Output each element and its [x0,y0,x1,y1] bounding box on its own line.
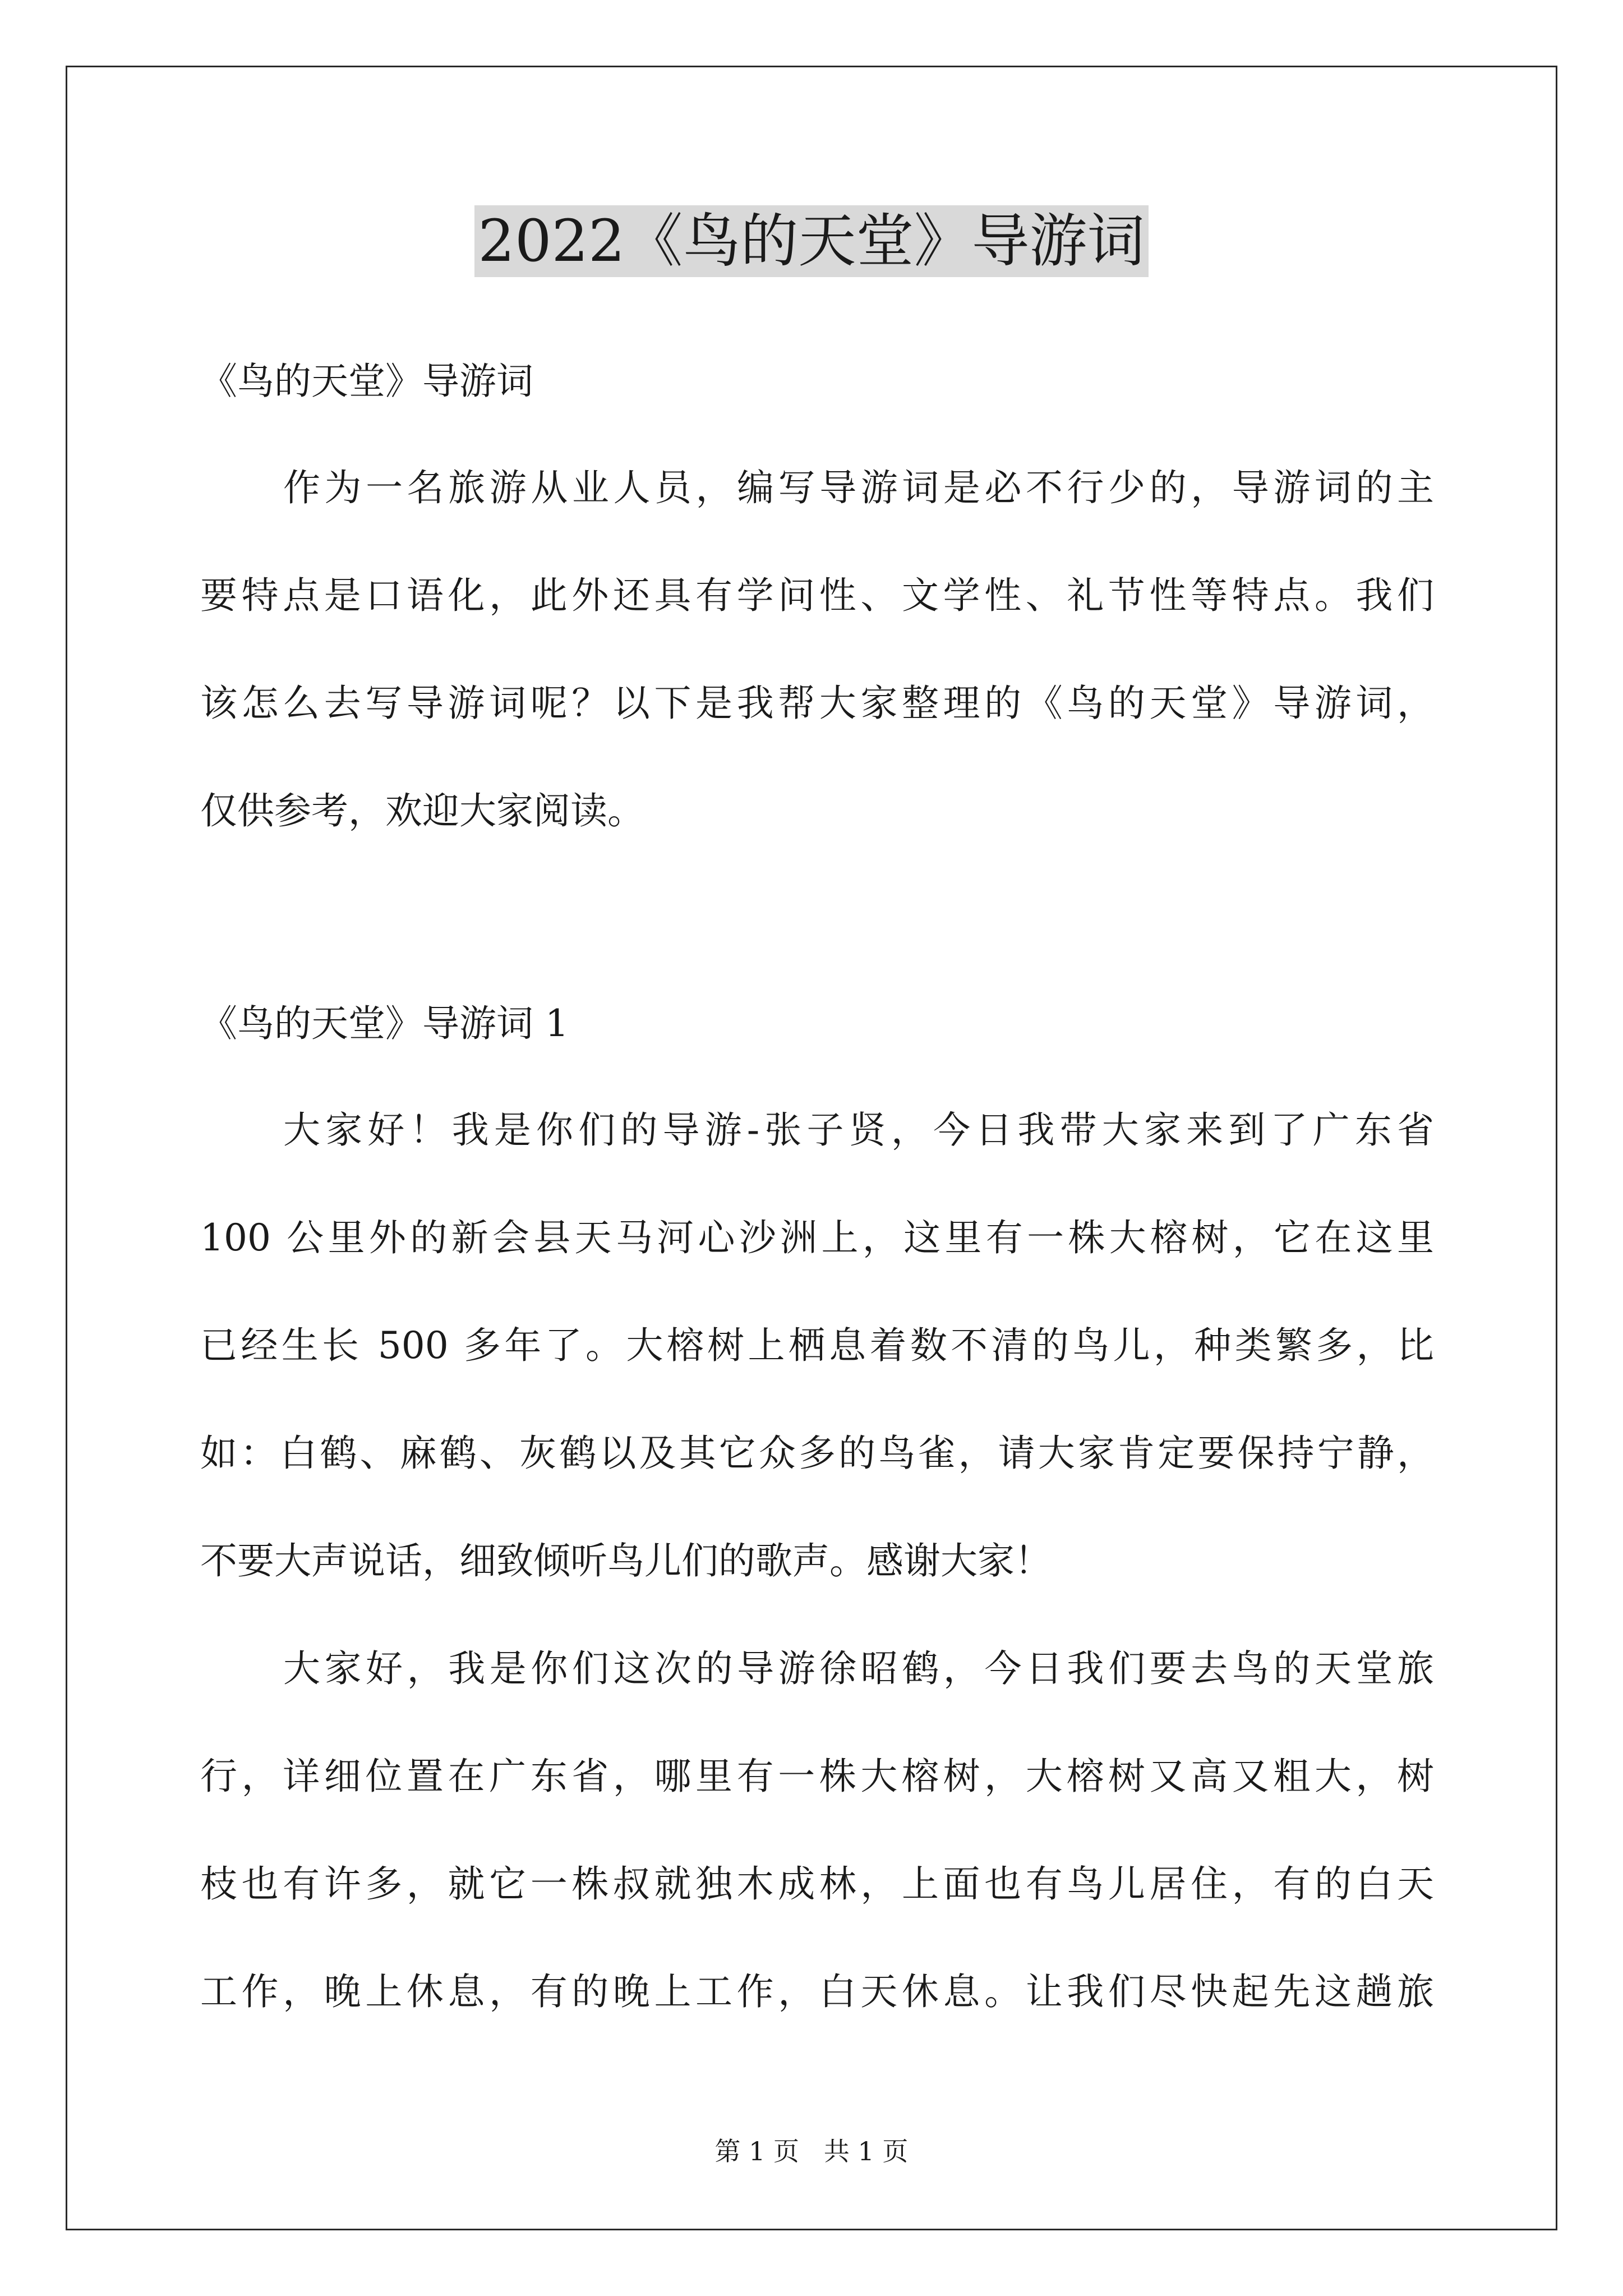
intro-line: 要特点是口语化，此外还具有学问性、文学性、礼节性等特点。我们 [200,574,1434,617]
intro-line: 该怎么去写导游词呢？以下是我帮大家整理的《鸟的天堂》导游词， [200,682,1434,725]
intro-line: 仅供参考，欢迎大家阅读。 [200,789,644,832]
intro-line: 作为一名旅游从业人员，编写导游词是必不行少的，导游词的主 [283,466,1434,509]
paragraph-line: 不要大声说话，细致倾听鸟儿们的歌声。感谢大家！ [200,1539,1052,1582]
paragraph-line: 枝也有许多，就它一株叔就独木成林，上面也有鸟儿居住，有的白天 [200,1862,1434,1906]
intro-paragraph [200,460,1434,891]
paragraph-line: 行，详细位置在广东省，哪里有一株大榕树，大榕树又高又粗大，树 [200,1755,1434,1798]
paragraph-2 [200,1641,1434,2072]
paragraph-line: 已经生长 500 多年了。大榕树上栖息着数不清的鸟儿，种类繁多，比 [200,1324,1434,1367]
paragraph-line: 大家好，我是你们这次的导游徐昭鹤，今日我们要去鸟的天堂旅 [283,1647,1434,1690]
paragraph-line: 如：白鹤、麻鹤、灰鹤以及其它众多的鸟雀，请大家肯定要保持宁静， [200,1432,1434,1475]
page-footer: 第 1 页 共 1 页 [714,2136,909,2166]
title-text: 2022《鸟的天堂》导游词 [474,205,1148,277]
paragraph-1 [200,1102,1434,1641]
paragraph-line: 100 公里外的新会县天马河心沙洲上，这里有一株大榕树，它在这里 [200,1216,1434,1259]
paragraph-line: 工作，晚上休息，有的晚上工作，白天休息。让我们尽快起先这趟旅 [200,1970,1434,2013]
paragraph-line: 大家好！我是你们的导游-张子贤，今日我带大家来到了广东省 [283,1108,1434,1152]
subtitle: 《鸟的天堂》导游词 [200,360,533,403]
section-heading: 《鸟的天堂》导游词 1 [200,1002,569,1045]
document-title [0,199,1623,283]
